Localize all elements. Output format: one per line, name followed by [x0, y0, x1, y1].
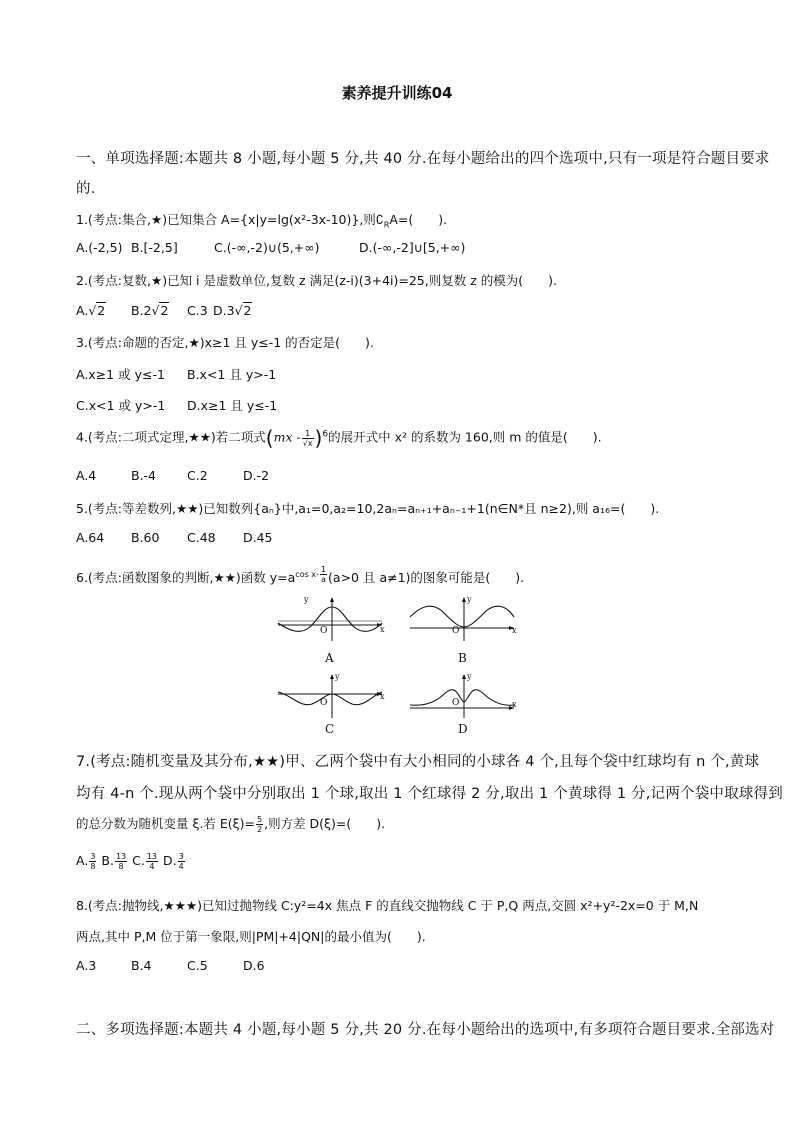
- question-1: [76, 210, 447, 230]
- q7-option-d[interactable]: D. $\frac{3}{4}$: [163, 852, 184, 871]
- q6-graph-label-d: D: [458, 722, 468, 736]
- q2-option-c[interactable]: C.3: [187, 303, 208, 318]
- q6-graph-c-y: y: [335, 672, 340, 681]
- q7-option-c[interactable]: C. $\frac{13}{4}$: [132, 852, 158, 871]
- q6-graph-a[interactable]: [276, 595, 386, 643]
- q6-graph-d-origin: O: [452, 698, 460, 708]
- q5-option-a[interactable]: A.64: [76, 530, 105, 545]
- q4-option-b[interactable]: B.-4: [131, 468, 157, 483]
- section1-header-line1: 一、单项选择题:本题共 8 小题,每小题 5 分,共 40 分.在每小题给出的四个选项中,只有一项是符合题目要求: [76, 151, 770, 167]
- q6-graph-b-y: y: [467, 595, 472, 604]
- question-5: 5.(考点:等差数列,★★)已知数列{aₙ}中,a₁=0,a₂=10,2aₙ=aₙ₊₁+aₙ₋₁+1(n∈N*且 n≥2),则 a₁₆=( ).: [76, 501, 660, 516]
- q6-graph-b-origin: O: [452, 626, 460, 636]
- question-8-line2: 两点,其中 P,M 位于第一象限,则|PM|+4|QN|的最小值为( ).: [76, 929, 426, 944]
- q4-exponent: 6: [322, 429, 329, 440]
- q1-option-b[interactable]: B.[-2,5]: [131, 240, 178, 255]
- q7-option-a[interactable]: A. $\frac{3}{8}$: [76, 852, 96, 871]
- q1-tail: A=( ).: [389, 212, 448, 227]
- q6-suffix: (a>0 且 a≠1)的图象可能是( ).: [328, 570, 525, 586]
- q6-graph-label-c: C: [325, 722, 335, 736]
- question-7-line1: 7.(考点:随机变量及其分布,★★)甲、乙两个袋中有大小相同的小球各 4 个,且每个袋中红球均有 n 个,黄球: [76, 754, 760, 770]
- q4-option-d[interactable]: D.-2: [243, 468, 270, 483]
- q1-suffix: ,则∁: [359, 212, 384, 227]
- q6-graph-c-x: x: [380, 692, 385, 701]
- question-8-line1: 8.(考点:抛物线,★★★)已知过抛物线 C:y²=4x 焦点 F 的直线交抛物线 C 于 P,Q 两点,交圆 x²+y²-2x=0 于 M,N: [76, 898, 699, 913]
- q1-option-d[interactable]: D.(-∞,-2]∪[5,+∞): [359, 240, 466, 255]
- q6-graph-c-origin: O: [320, 698, 328, 708]
- q7-option-b[interactable]: B. $\frac{13}{8}$: [101, 852, 127, 871]
- q1-options: [76, 240, 465, 255]
- q3-options-row2: [76, 396, 277, 414]
- q2-option-b[interactable]: B.2√2: [131, 303, 169, 318]
- q1-option-c[interactable]: C.(-∞,-2)∪(5,+∞): [214, 240, 320, 255]
- q4-expr: mx -: [273, 429, 301, 445]
- q3-option-c[interactable]: C.x<1 或 y>-1: [76, 398, 166, 413]
- q1-set: A={x|y=lg(x²-3x-10)}: [221, 212, 360, 227]
- q6-graph-label-a: A: [325, 651, 334, 665]
- q6-prefix: 6.(考点:函数图象的判断,★★)函数 y=a: [76, 570, 296, 586]
- q1-prefix: 1.(考点:集合,★)已知集合: [76, 212, 222, 227]
- page-title: 素养提升训练04: [341, 84, 453, 102]
- q2-option-d[interactable]: D.3√2: [213, 303, 252, 318]
- q4-suffix: 的展开式中 x² 的系数为 160,则 m 的值是( ).: [328, 429, 602, 445]
- q6-graph-d[interactable]: [408, 672, 518, 720]
- question-7-line2: 均有 4-n 个.现从两个袋中分别取出 1 个球,取出 1 个红球得 2 分,取出 1 个黄球得 1 分,记两个袋中取球得到: [76, 786, 783, 802]
- question-3: 3.(考点:命题的否定,★)x≥1 且 y≤-1 的否定是( ).: [76, 335, 374, 350]
- question-7-line3: 的总分数为随机变量 ξ.若 E(ξ)= $\frac{5}{2}$ ,则方差 D(ξ)=( ).: [76, 815, 386, 834]
- section2-header-line1: 二、多项选择题:本题共 4 小题,每小题 5 分,共 20 分.在每小题给出的选项中,有多项符合题目要求.全部选对: [76, 1022, 775, 1038]
- q6-graph-d-y: y: [467, 672, 472, 681]
- q4-prefix: 4.(考点:二项式定理,★★)若二项式: [76, 429, 266, 445]
- q1-sub: R: [383, 220, 390, 230]
- q4-option-a[interactable]: A.4: [76, 468, 97, 483]
- q7-options: [76, 852, 186, 871]
- q2-option-a[interactable]: A.√2: [76, 303, 106, 318]
- q3-option-d[interactable]: D.x≥1 且 y≤-1: [187, 398, 278, 413]
- q6-graph-label-b: B: [458, 651, 467, 665]
- q5-options: [76, 530, 273, 545]
- q4-options: [76, 468, 269, 483]
- q1-option-a[interactable]: A.(-2,5): [76, 240, 123, 255]
- q8-option-c[interactable]: C.5: [187, 958, 208, 973]
- q3-option-a[interactable]: A.x≥1 或 y≤-1: [76, 367, 165, 382]
- question-6: 6.(考点:函数图象的判断,★★)函数 $y=a^{cos x- \frac{1}{a}}$ (a>0 且 a≠1)的图象可能是( ).: [76, 565, 525, 586]
- q8-options: [76, 958, 265, 973]
- q4-option-c[interactable]: C.2: [187, 468, 208, 483]
- q6-graph-d-x: x: [512, 700, 517, 709]
- question-2: 2.(考点:复数,★)已知 i 是虚数单位,复数 z 满足(z-i)(3+4i)=25,则复数 z 的模为( ).: [76, 273, 557, 288]
- q7-line3-prefix: 的总分数为随机变量 ξ.若 E(ξ)=: [76, 816, 255, 831]
- q6-graph-a-origin: O: [320, 626, 328, 636]
- section1-header-line2: 的.: [76, 181, 96, 197]
- q7-line3-suffix: ,则方差 D(ξ)=( ).: [264, 816, 386, 831]
- q3-options-row1: [76, 365, 276, 383]
- q6-graph-a-x: x: [380, 625, 385, 634]
- q5-option-d[interactable]: D.45: [243, 530, 273, 545]
- q8-option-d[interactable]: D.6: [243, 958, 265, 973]
- q5-option-c[interactable]: C.48: [187, 530, 216, 545]
- q3-option-b[interactable]: B.x<1 且 y>-1: [187, 367, 277, 382]
- q5-option-b[interactable]: B.60: [131, 530, 160, 545]
- q6-graph-b-x: x: [512, 626, 517, 635]
- q6-graph-c[interactable]: [276, 672, 386, 720]
- q6-graph-a-y: y: [304, 595, 309, 604]
- q2-options: [76, 302, 252, 318]
- q8-option-a[interactable]: A.3: [76, 958, 97, 973]
- q6-graph-b[interactable]: [408, 595, 518, 643]
- q8-option-b[interactable]: B.4: [131, 958, 152, 973]
- question-4: 4.(考点:二项式定理,★★)若二项式(mx - $\frac{1}{√x}$ )$^6$的展开式中 x² 的系数为 160,则 m 的值是( ).: [76, 426, 602, 450]
